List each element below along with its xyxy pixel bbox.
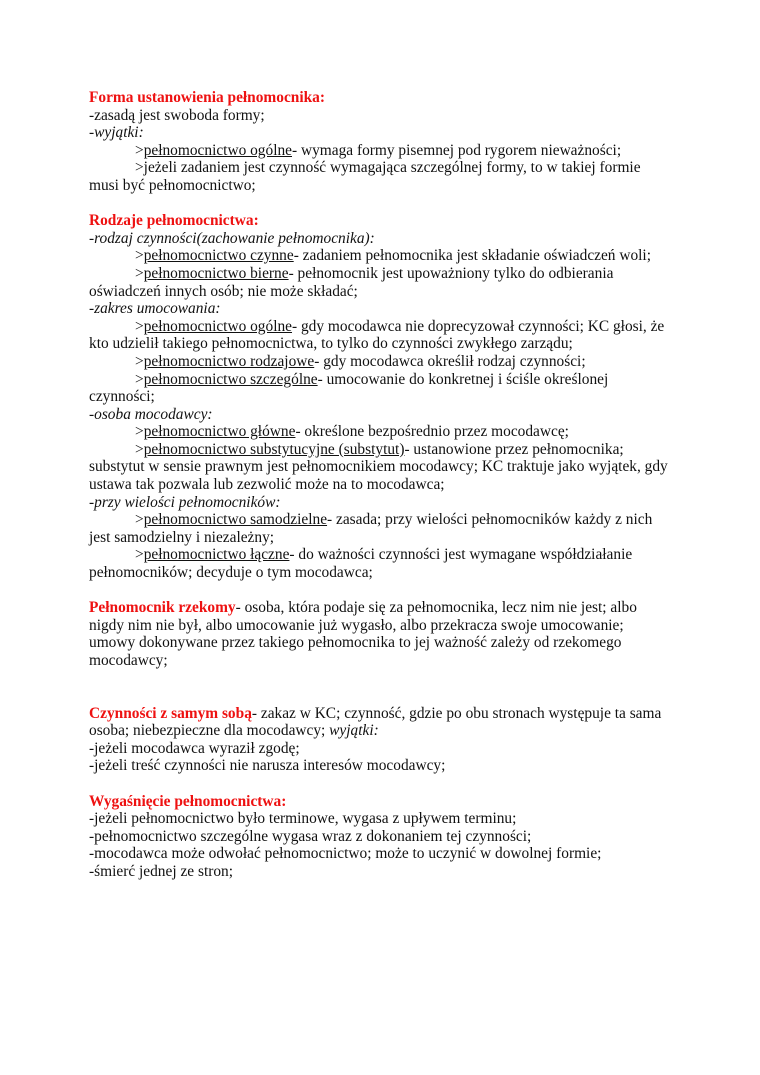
text-line: >pełnomocnictwo rodzajowe- gdy mocodawca określił rodzaj czynności;	[135, 352, 586, 370]
term-underlined: pełnomocnictwo samodzielne	[143, 511, 328, 529]
text-line: pełnomocników; decyduje o tym mocodawca;	[89, 564, 373, 582]
text-line: ustawa tak pozwala lub zezwolić może na to mocodawca;	[89, 476, 445, 494]
section-title-czynnosci: Czynności z samym sobą	[89, 704, 252, 722]
section-title-forma: Forma ustanowienia pełnomocnika:	[89, 89, 325, 106]
text-line: >pełnomocnictwo szczególne- umocowanie do konkretnej i ściśle określonej	[135, 370, 609, 388]
text-line: mocodawcy;	[89, 652, 168, 669]
text-line: -jeżeli treść czynności nie narusza interesów mocodawcy;	[89, 757, 446, 775]
term-underlined: pełnomocnictwo łączne	[143, 546, 290, 564]
text-line: -jeżeli mocodawca wyraził zgodę;	[89, 739, 300, 757]
text-line: umowy dokonywane przez takiego pełnomocnika to jej ważność zależy od rzekomego	[89, 634, 622, 652]
text-line: jest samodzielny i niezależny;	[89, 528, 275, 546]
term-underlined: pełnomocnictwo ogólne	[143, 317, 293, 335]
text-line: >pełnomocnictwo ogólne- wymaga formy pisemnej pod rygorem nieważności;	[135, 141, 622, 159]
text-line: kto udzielił takiego pełnomocnictwa, to tylko do czynności zwykłego zarządu;	[89, 335, 573, 353]
group-label: -przy wielości pełnomocników:	[89, 493, 281, 511]
text-line: >pełnomocnictwo łączne- do ważności czynności jest wymagane współdziałanie	[135, 546, 633, 564]
term-underlined: pełnomocnictwo szczególne	[143, 370, 318, 388]
section-title-wygasniecie: Wygaśnięcie pełnomocnictwa:	[89, 792, 287, 810]
term-underlined: pełnomocnictwo substytucyjne (substytut)	[143, 440, 405, 458]
text-line: -śmierć jednej ze stron;	[89, 862, 234, 880]
text-line: >pełnomocnictwo ogólne- gdy mocodawca nie doprecyzował czynności; KC głosi, że	[135, 317, 665, 335]
section-title-rodzaje: Rodzaje pełnomocnictwa:	[89, 212, 259, 230]
group-label: -osoba mocodawcy:	[89, 405, 213, 423]
text-line: -pełnomocnictwo szczególne wygasa wraz z dokonaniem tej czynności;	[89, 827, 532, 845]
text-line: Pełnomocnik rzekomy- osoba, która podaje się za pełnomocnika, lecz nim nie jest; albo	[89, 599, 637, 617]
text-line: nigdy nim nie był, albo umocowanie już wygasło, albo przekracza swoje umocowanie;	[89, 616, 624, 634]
text-line: oświadczeń innych osób; nie może składać;	[89, 282, 358, 300]
term-underlined: pełnomocnictwo bierne	[143, 264, 289, 282]
text-line: >pełnomocnictwo bierne- pełnomocnik jest upoważniony tylko do odbierania	[135, 264, 614, 282]
text-line: >pełnomocnictwo czynne- zadaniem pełnomocnika jest składanie oświadczeń woli;	[135, 247, 651, 265]
text-line: >jeżeli zadaniem jest czynność wymagająca szczególnej formy, to w takiej formie	[135, 159, 641, 177]
text-line: >pełnomocnictwo samodzielne- zasada; przy wielości pełnomocników każdy z nich	[135, 511, 653, 529]
term-underlined: pełnomocnictwo czynne	[143, 247, 294, 265]
text-line: musi być pełnomocnictwo;	[89, 176, 256, 194]
text-line: substytut w sensie prawnym jest pełnomocnikiem mocodawcy; KC traktuje jako wyjątek, gdy	[89, 458, 668, 476]
group-label: -zakres umocowania:	[89, 300, 221, 318]
text-line: osoba; niebezpieczne dla mocodawcy; wyjątki:	[89, 722, 379, 740]
text-line: -wyjątki:	[89, 124, 144, 142]
text-line: >pełnomocnictwo główne- określone bezpośrednio przez mocodawcę;	[135, 423, 569, 441]
text-line: -mocodawca może odwołać pełnomocnictwo; może to uczynić w dowolnej formie;	[89, 845, 602, 863]
text-line: Czynności z samym sobą- zakaz w KC; czynność, gdzie po obu stronach występuje ta sama	[89, 704, 662, 722]
group-label: -rodzaj czynności(zachowanie pełnomocnika):	[89, 229, 375, 247]
text-line: >pełnomocnictwo substytucyjne (substytut)- ustanowione przez pełnomocnika;	[135, 440, 624, 458]
text-line: -jeżeli pełnomocnictwo było terminowe, wygasa z upływem terminu;	[89, 810, 517, 828]
text-line: czynności;	[89, 388, 155, 406]
term-underlined: pełnomocnictwo główne	[143, 423, 296, 441]
text-line: -zasadą jest swoboda formy;	[89, 106, 265, 124]
term-underlined: pełnomocnictwo ogólne	[143, 141, 293, 159]
section-title-rzekomy: Pełnomocnik rzekomy	[89, 599, 236, 617]
term-underlined: pełnomocnictwo rodzajowe	[143, 352, 315, 370]
